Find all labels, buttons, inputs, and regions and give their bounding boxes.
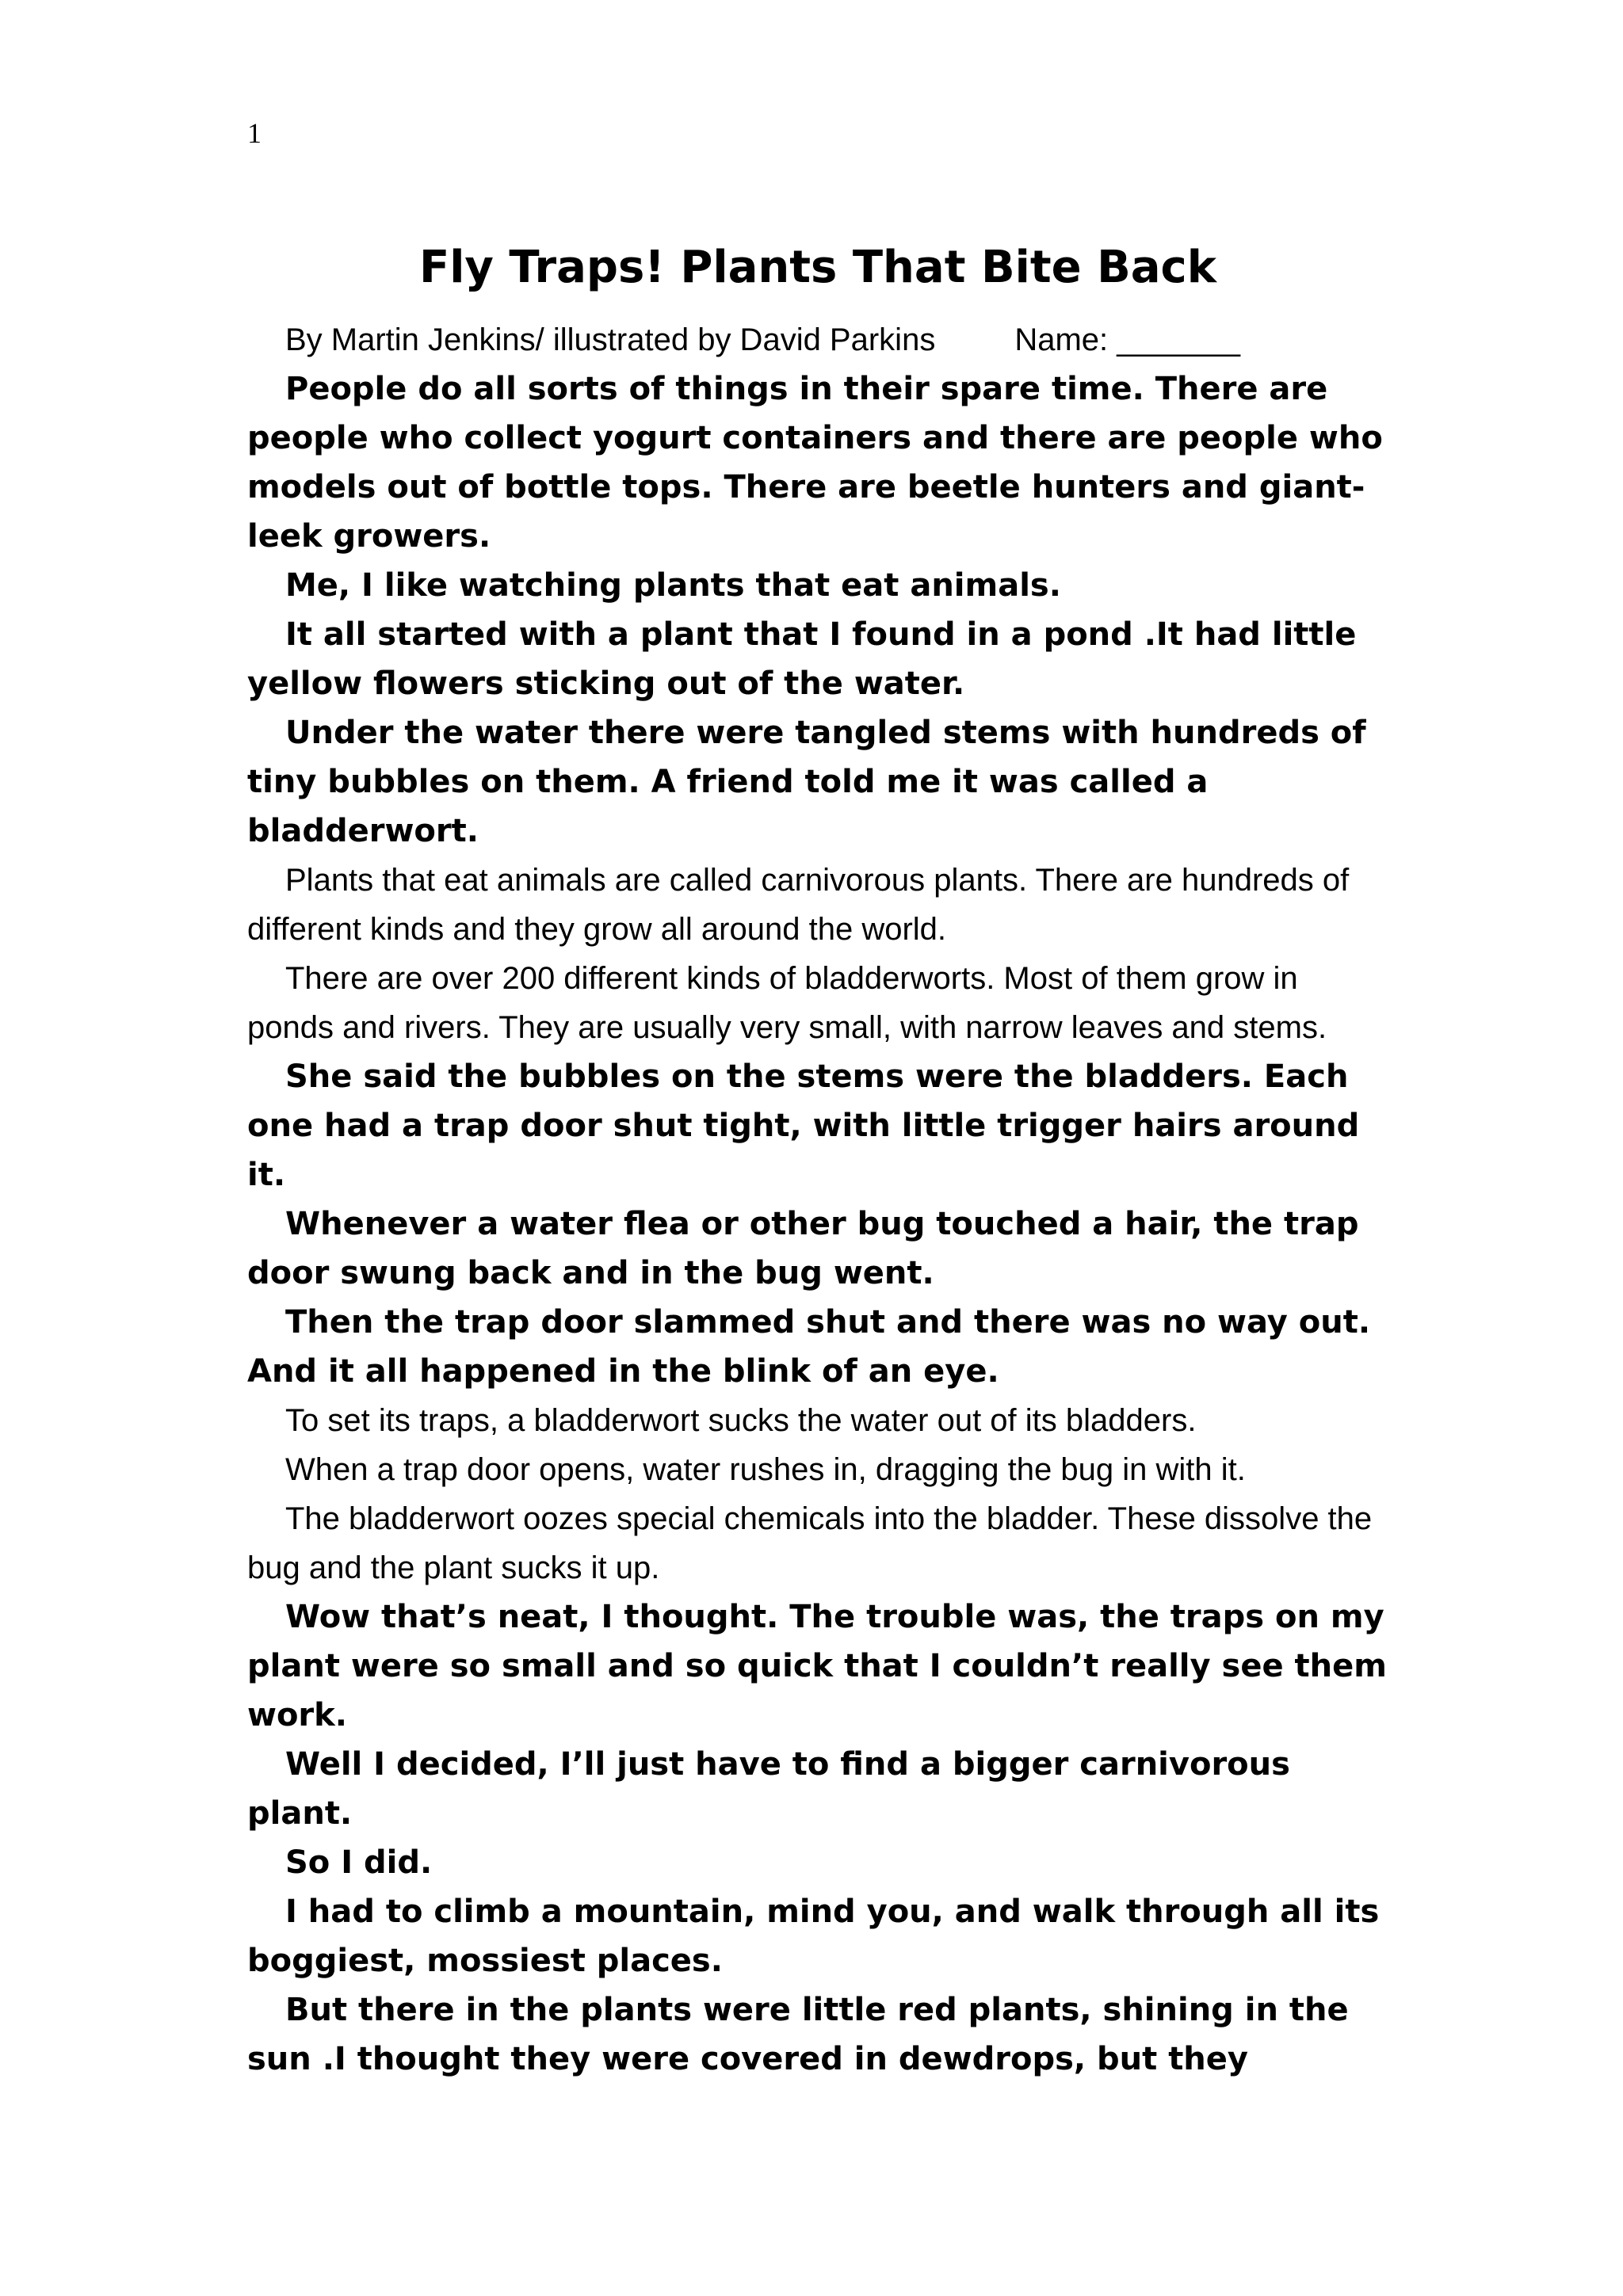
paragraph: When a trap door opens, water rushes in, dragging the bug in with it. (285, 1452, 1246, 1487)
paragraph: She said the bubbles on the stems were the bladders. Each one had a trap door shut tight, with little trigger hairs around it. (247, 1058, 1360, 1193)
paragraph: People do all sorts of things in their spare time. There are people who collect yogurt containers and there are people who models out of bottle tops. There are beetle hunters and giant- leek growers. (247, 371, 1383, 555)
paragraph: Whenever a water flea or other bug touched a hair, the trap door swung back and in the bug went. (247, 1206, 1359, 1291)
paragraph: Under the water there were tangled stems with hundreds of tiny bubbles on them. A friend told me it was called a bladderwort. (247, 715, 1366, 849)
paragraph: Me, I like watching plants that eat animals. (285, 567, 1061, 604)
author-credit: By Martin Jenkins/ illustrated by David Parkins (285, 322, 936, 357)
paragraph: To set its traps, a bladderwort sucks the water out of its bladders. (285, 1403, 1197, 1438)
paragraph: Wow that’s neat, I thought. The trouble was, the traps on my plant were so small and so quick that I couldn’t really see them work. (247, 1599, 1387, 1733)
byline (247, 315, 1388, 364)
paragraph: Plants that eat animals are called carnivorous plants. There are hundreds of different kinds and they grow all around the world. (247, 863, 1350, 947)
paragraph: So I did. (285, 1844, 433, 1881)
paragraph: I had to climb a mountain, mind you, and walk through all its boggiest, mossiest places. (247, 1894, 1380, 1979)
paragraph: Then the trap door slammed shut and there was no way out. And it all happened in the blink of an eye. (247, 1304, 1371, 1390)
name-field: Name: _______ (1014, 322, 1240, 357)
page-number: 1 (247, 117, 262, 149)
document-body (247, 238, 1388, 2084)
paragraph: There are over 200 different kinds of bladderworts. Most of them grow in ponds and rivers. They are usually very small, with narrow leaves and stems. (247, 961, 1327, 1045)
document-title: Fly Traps! Plants That Bite Back (418, 242, 1216, 293)
paragraph: Well I decided, I’ll just have to find a bigger carnivorous plant. (247, 1746, 1290, 1832)
paragraph: The bladderwort oozes special chemicals into the bladder. These dissolve the bug and the plant sucks it up. (247, 1501, 1373, 1585)
paragraph: But there in the plants were little red plants, shining in the sun .I thought they were covered in dewdrops, but they (247, 1992, 1349, 2077)
paragraph: It all started with a plant that I found in a pond .It had little yellow flowers sticking out of the water. (247, 616, 1357, 702)
